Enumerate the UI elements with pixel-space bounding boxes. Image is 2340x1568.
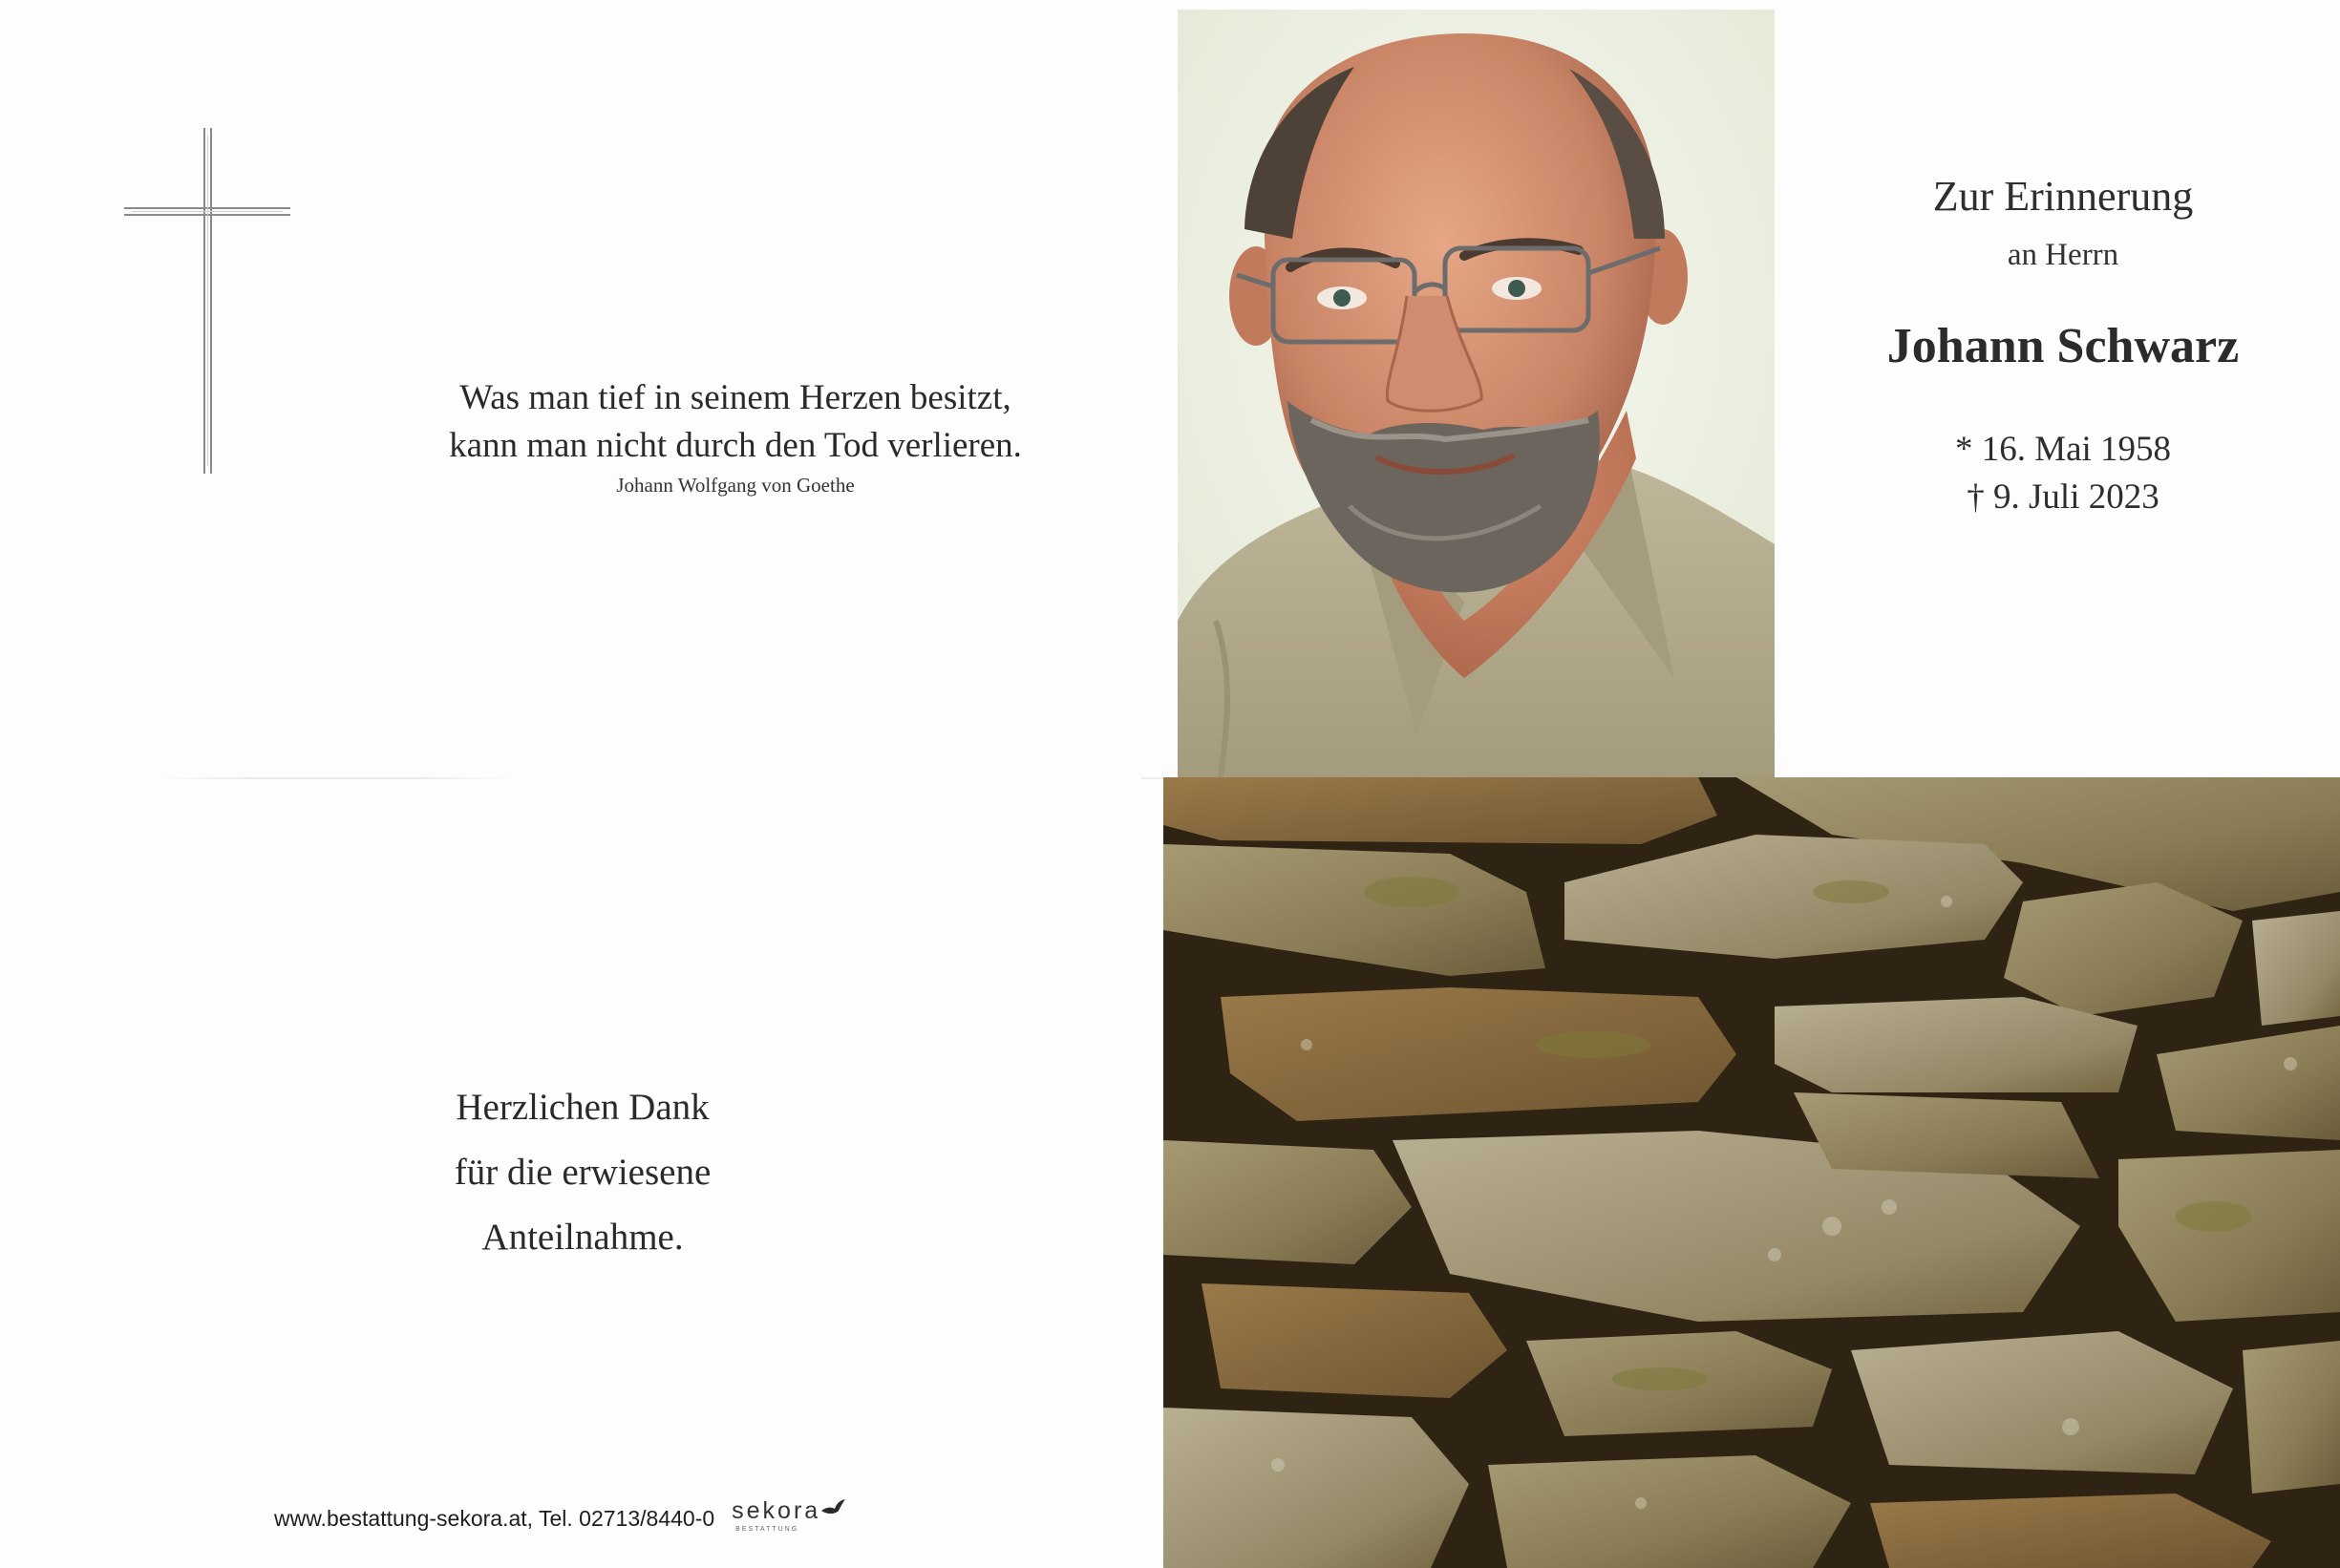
quote-line: kann man nicht durch den Tod verlieren. xyxy=(449,426,1022,465)
memorial-salutation: an Herrn xyxy=(2007,238,2119,272)
birth-date: * 16. Mai 1958 xyxy=(1954,430,2172,469)
death-date: † 9. Juli 2023 xyxy=(1967,477,2159,517)
memorial-text xyxy=(1786,168,2340,521)
footer xyxy=(274,1497,846,1539)
logo-name: sekora xyxy=(732,1497,821,1524)
thanks-line: für die erwiesene xyxy=(454,1152,712,1193)
bird-icon xyxy=(819,1497,846,1518)
thanks-message xyxy=(363,1075,802,1270)
stone-wall-photo xyxy=(1163,777,2340,1568)
deceased-name: Johann Schwarz xyxy=(1886,319,2240,373)
memorial-title: Zur Erinnerung xyxy=(1932,173,2194,220)
quote-line: Was man tief in seinem Herzen besitzt, xyxy=(459,378,1011,417)
stone-wall-illustration xyxy=(1163,777,2340,1568)
portrait-illustration xyxy=(1178,10,1775,779)
funeral-home-contact: www.bestattung-sekora.at, Tel. 02713/8440-0 xyxy=(274,1505,715,1531)
thanks-line: Herzlichen Dank xyxy=(456,1087,710,1128)
life-dates xyxy=(1786,426,2340,521)
quote-author: Johann Wolfgang von Goethe xyxy=(616,474,855,497)
fold-line xyxy=(153,777,516,779)
sekora-logo xyxy=(732,1497,846,1539)
portrait-photo xyxy=(1178,10,1775,779)
cross-icon xyxy=(122,126,294,476)
logo-subtitle: BESTATTUNG xyxy=(735,1526,799,1533)
quote xyxy=(372,374,1098,498)
thanks-line: Anteilnahme. xyxy=(481,1217,684,1258)
